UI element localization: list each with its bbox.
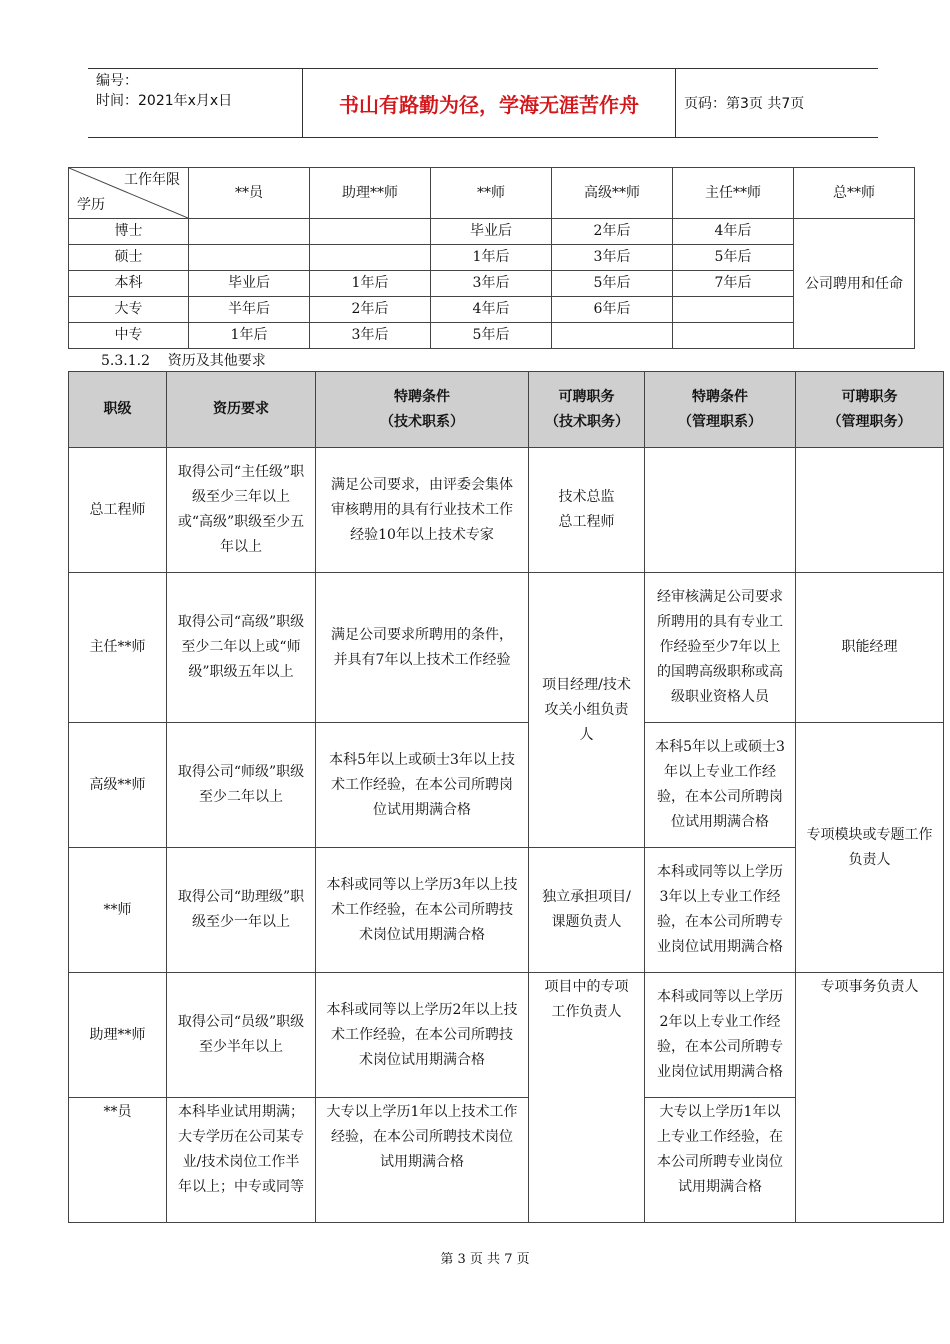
table-cell: 半年后 bbox=[189, 297, 310, 323]
table-row bbox=[69, 271, 915, 297]
table-cell bbox=[189, 245, 310, 271]
table-cell: 3年后 bbox=[310, 323, 431, 349]
requirement-cell: 取得公司“高级”职级至少二年以上或“师级”职级五年以上 bbox=[167, 573, 316, 723]
requirement-cell: 本科毕业试用期满；大专学历在公司某专业/技术岗位工作半年以上；中专或同等 bbox=[167, 1098, 316, 1223]
doc-number-label: 编号： bbox=[96, 73, 138, 89]
tech-condition-cell: 本科5年以上或硕士3年以上技术工作经验，在本公司所聘岗位试用期满合格 bbox=[316, 723, 529, 848]
promotion-years-table bbox=[68, 167, 915, 349]
table-cell: 3年后 bbox=[431, 271, 552, 297]
doc-time-label: 时间：2021年x月x日 bbox=[96, 93, 233, 109]
education-cell: 中专 bbox=[69, 323, 189, 349]
mgmt-condition-cell: 本科或同等以上学历3年以上专业工作经验，在本公司所聘专业岗位试用期满合格 bbox=[645, 848, 796, 973]
table-cell: 1年后 bbox=[189, 323, 310, 349]
tech-condition-cell: 满足公司要求所聘用的条件，并具有7年以上技术工作经验 bbox=[316, 573, 529, 723]
column-header: 可聘职务 （管理职务） bbox=[796, 372, 944, 448]
level-cell: 助理**师 bbox=[69, 973, 167, 1098]
table-cell bbox=[673, 323, 794, 349]
header-meta bbox=[88, 69, 303, 137]
mgmt-condition-cell: 经审核满足公司要求所聘用的具有专业工作经验至少7年以上的国聘高级职称或高级职业资格人员 bbox=[645, 573, 796, 723]
mgmt-post-cell: 职能经理 bbox=[796, 573, 944, 723]
table-cell: 5年后 bbox=[552, 271, 673, 297]
requirement-cell: 取得公司“师级”职级至少二年以上 bbox=[167, 723, 316, 848]
level-cell: **员 bbox=[69, 1098, 167, 1223]
table-row bbox=[69, 219, 915, 245]
table-cell bbox=[552, 323, 673, 349]
table-row bbox=[69, 245, 915, 271]
table-cell bbox=[310, 245, 431, 271]
header-page-code: 页码：第3页 共7页 bbox=[684, 96, 805, 112]
table-row bbox=[69, 723, 944, 848]
mgmt-post-cell bbox=[796, 448, 944, 573]
table-cell: 毕业后 bbox=[189, 271, 310, 297]
column-header: 主任**师 bbox=[673, 168, 794, 219]
table-cell: 4年后 bbox=[431, 297, 552, 323]
header-motto: 书山有路勤为径，学海无涯苦作舟 bbox=[303, 69, 676, 137]
table-cell: 1年后 bbox=[310, 271, 431, 297]
level-cell: 主任**师 bbox=[69, 573, 167, 723]
table-header-row bbox=[69, 372, 944, 448]
table-cell: 2年后 bbox=[552, 219, 673, 245]
mgmt-condition-cell bbox=[645, 448, 796, 573]
requirement-cell: 取得公司“助理级”职级至少一年以上 bbox=[167, 848, 316, 973]
table-cell: 2年后 bbox=[310, 297, 431, 323]
column-header: 特聘条件 （管理职系） bbox=[645, 372, 796, 448]
table-cell: 6年后 bbox=[552, 297, 673, 323]
tech-post-cell: 项目经理/技术攻关小组负责人 bbox=[529, 573, 645, 848]
mgmt-condition-cell: 本科5年以上或硕士3年以上专业工作经验，在本公司所聘岗位试用期满合格 bbox=[645, 723, 796, 848]
education-cell: 硕士 bbox=[69, 245, 189, 271]
table-row bbox=[69, 973, 944, 1098]
table-header-row bbox=[69, 168, 915, 219]
column-header: 职级 bbox=[69, 372, 167, 448]
table-cell: 3年后 bbox=[552, 245, 673, 271]
tech-condition-cell: 满足公司要求，由评委会集体审核聘用的具有行业技术工作经验10年以上技术专家 bbox=[316, 448, 529, 573]
table-cell: 1年后 bbox=[431, 245, 552, 271]
table-cell: 5年后 bbox=[673, 245, 794, 271]
column-header: 可聘职务 （技术职务） bbox=[529, 372, 645, 448]
requirement-cell: 取得公司“员级”职级至少半年以上 bbox=[167, 973, 316, 1098]
table-cell: 4年后 bbox=[673, 219, 794, 245]
table-cell bbox=[310, 219, 431, 245]
column-header: 高级**师 bbox=[552, 168, 673, 219]
merged-appointment-cell: 公司聘用和任命 bbox=[794, 219, 915, 349]
tech-post-cell: 项目中的专项工作负责人 bbox=[529, 973, 645, 1223]
education-cell: 博士 bbox=[69, 219, 189, 245]
level-cell: 总工程师 bbox=[69, 448, 167, 573]
page-footer: 第 3 页 共 7 页 bbox=[440, 1252, 530, 1267]
table-cell bbox=[673, 297, 794, 323]
corner-label-years: 工作年限 bbox=[124, 172, 180, 188]
column-header: 总**师 bbox=[794, 168, 915, 219]
column-header: 特聘条件 （技术职系） bbox=[316, 372, 529, 448]
education-cell: 大专 bbox=[69, 297, 189, 323]
mgmt-post-cell: 专项模块或专题工作负责人 bbox=[796, 723, 944, 973]
tech-post-cell: 技术总监 总工程师 bbox=[529, 448, 645, 573]
tech-post-cell: 独立承担项目/课题负责人 bbox=[529, 848, 645, 973]
column-header: 助理**师 bbox=[310, 168, 431, 219]
table-row bbox=[69, 573, 944, 723]
table-cell: 7年后 bbox=[673, 271, 794, 297]
document-header bbox=[88, 68, 878, 138]
tech-condition-cell: 本科或同等以上学历3年以上技术工作经验，在本公司所聘技术岗位试用期满合格 bbox=[316, 848, 529, 973]
level-cell: **师 bbox=[69, 848, 167, 973]
section-caption: 5.3.1.2 资历及其他要求 bbox=[101, 353, 266, 369]
mgmt-condition-cell: 大专以上学历1年以上专业工作经验，在本公司所聘专业岗位试用期满合格 bbox=[645, 1098, 796, 1223]
column-header: **员 bbox=[189, 168, 310, 219]
mgmt-condition-cell: 本科或同等以上学历2年以上专业工作经验，在本公司所聘专业岗位试用期满合格 bbox=[645, 973, 796, 1098]
level-cell: 高级**师 bbox=[69, 723, 167, 848]
table-cell: 5年后 bbox=[431, 323, 552, 349]
column-header: 资历要求 bbox=[167, 372, 316, 448]
diagonal-header-cell bbox=[69, 168, 189, 219]
tech-condition-cell: 本科或同等以上学历2年以上技术工作经验，在本公司所聘技术岗位试用期满合格 bbox=[316, 973, 529, 1098]
tech-condition-cell: 大专以上学历1年以上技术工作经验，在本公司所聘技术岗位试用期满合格 bbox=[316, 1098, 529, 1223]
qualification-table bbox=[68, 371, 944, 1223]
table-row bbox=[69, 448, 944, 573]
table-row bbox=[69, 297, 915, 323]
column-header: **师 bbox=[431, 168, 552, 219]
table-cell bbox=[189, 219, 310, 245]
mgmt-post-cell: 专项事务负责人 bbox=[796, 973, 944, 1223]
education-cell: 本科 bbox=[69, 271, 189, 297]
table-cell: 毕业后 bbox=[431, 219, 552, 245]
corner-label-education: 学历 bbox=[77, 197, 105, 213]
table-row bbox=[69, 323, 915, 349]
requirement-cell: 取得公司“主任级”职级至少三年以上或“高级”职级至少五年以上 bbox=[167, 448, 316, 573]
